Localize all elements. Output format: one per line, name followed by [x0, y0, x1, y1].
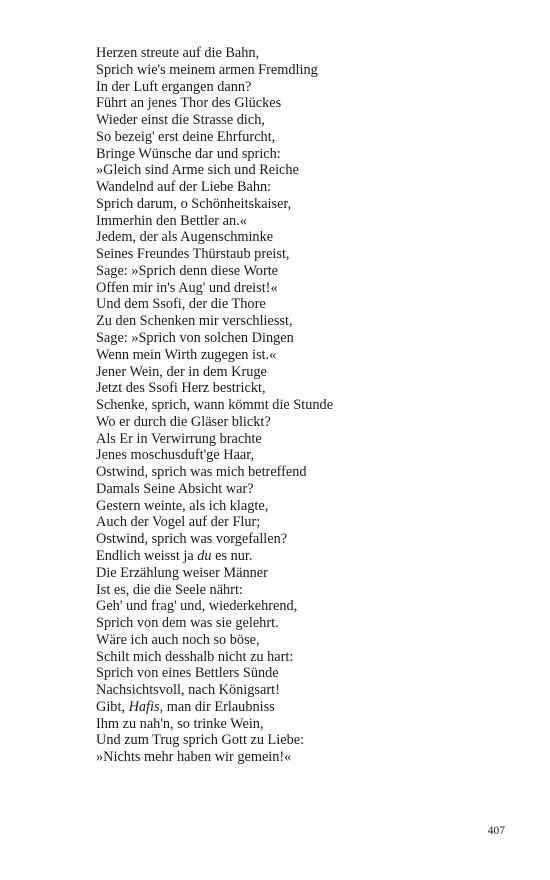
poem-line-text: Endlich weisst ja [96, 547, 198, 564]
poem-line: So bezeig' erst deine Ehrfurcht, [96, 128, 276, 145]
emphasized-word: Hafis [128, 698, 160, 715]
poem-line: Die Erzählung weiser Männer [96, 564, 268, 581]
poem-line: Und zum Trug sprich Gott zu Liebe: [96, 732, 305, 749]
poem-line [96, 548, 516, 565]
poem-line: Jener Wein, der in dem Kruge [96, 363, 267, 380]
emphasized-word: du [197, 547, 212, 564]
poem-line-text: , man dir Erlaubniss [159, 698, 275, 715]
poem-line: Seines Freundes Thürstaub preist, [96, 246, 290, 263]
poem-line: Nachsichtsvoll, nach Königsart! [96, 682, 280, 699]
poem-line: In der Luft ergangen dann? [96, 78, 252, 95]
poem-line: Jetzt des Ssofi Herz bestrickt, [96, 380, 266, 397]
poem-line: Sprich darum, o Schönheitskaiser, [96, 195, 292, 212]
poem-line: Jenes moschusduft'ge Haar, [96, 447, 255, 464]
poem-line: Wandelnd auf der Liebe Bahn: [96, 179, 272, 196]
poem-line: Wäre ich auch noch so böse, [96, 631, 260, 648]
poem-line: Sprich von dem was sie gelehrt. [96, 615, 279, 632]
poem-line: Sage: »Sprich von solchen Dingen [96, 330, 294, 347]
poem-line: »Gleich sind Arme sich und Reiche [96, 162, 299, 179]
poem-line [96, 699, 516, 716]
poem-line: Offen mir in's Aug' und dreist!« [96, 279, 278, 296]
poem-line: Jedem, der als Augenschminke [96, 229, 274, 246]
poem-line-text: es nur. [211, 547, 253, 564]
poem-line: Herzen streute auf die Bahn, [96, 45, 260, 61]
poem-text [96, 45, 516, 766]
poem-line: Wo er durch die Gläser blickt? [96, 413, 271, 430]
poem-line: Bringe Wünsche dar und sprich: [96, 145, 281, 162]
poem-line: Schilt mich desshalb nicht zu hart: [96, 648, 294, 665]
poem-line: Führt an jenes Thor des Glückes [96, 95, 282, 112]
poem-line: Ist es, die die Seele nährt: [96, 581, 243, 598]
poem-line: Geh' und frag' und, wiederkehrend, [96, 598, 298, 615]
page-number: 407 [487, 825, 505, 837]
poem-line: Zu den Schenken mir verschliesst, [96, 313, 293, 330]
poem-line: Sprich wie's meinem armen Fremdling [96, 61, 318, 78]
poem-line: Als Er in Verwirrung brachte [96, 430, 262, 447]
poem-line-text: Gibt, [96, 698, 129, 715]
poem-line: »Nichts mehr haben wir gemein!« [96, 749, 292, 766]
poem-line: Schenke, sprich, wann kömmt die Stunde [96, 397, 334, 414]
poem-line: Auch der Vogel auf der Flur; [96, 514, 261, 531]
poem-line: Gestern weinte, als ich klagte, [96, 497, 269, 514]
poem-line: Wenn mein Wirth zugegen ist.« [96, 346, 277, 363]
poem-line: Damals Seine Absicht war? [96, 480, 254, 497]
poem-line: Ostwind, sprich was vorgefallen? [96, 531, 288, 548]
poem-line: Ostwind, sprich was mich betreffend [96, 464, 307, 481]
poem-line: Wieder einst die Strasse dich, [96, 112, 265, 129]
poem-line: Immerhin den Bettler an.« [96, 212, 247, 229]
poem-line: Und dem Ssofi, der die Thore [96, 296, 266, 313]
poem-line: Sage: »Sprich denn diese Worte [96, 262, 279, 279]
poem-line: Ihm zu nah'n, so trinke Wein, [96, 715, 264, 732]
poem-line: Sprich von eines Bettlers Sünde [96, 665, 279, 682]
